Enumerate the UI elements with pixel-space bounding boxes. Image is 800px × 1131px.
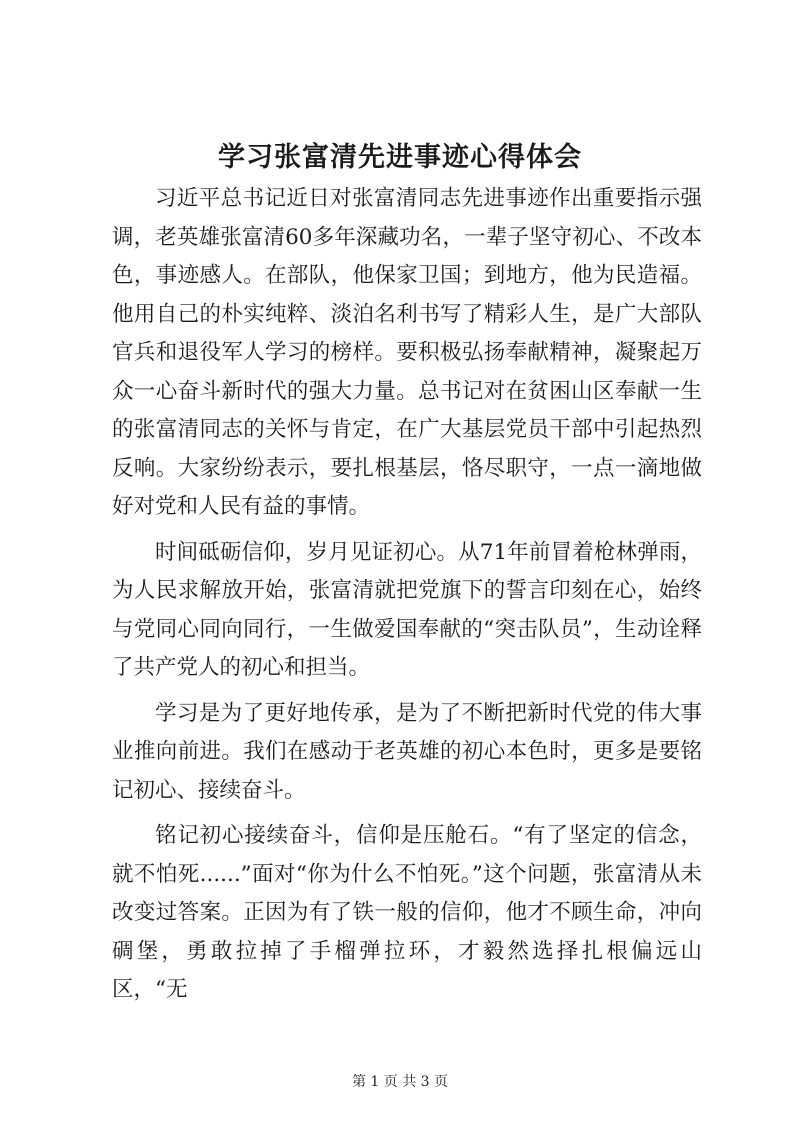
document-title: 学习张富清先进事迹心得体会 — [218, 142, 582, 173]
paragraph-1: 习近平总书记近日对张富清同志先进事迹作出重要指示强调，老英雄张富清60多年深藏功名，一辈子坚守初心、不改本色，事迹感人。在部队，他保家卫国；到地方，他为民造福。他用自己的朴实纯粹、淡泊名利书写了精彩人生，是广大部队官兵和退役军人学习的榜样。要积极弘扬奉献精神，凝聚起万众一心奋斗新时代的强大力量。总书记对在贫困山区奉献一生的张富清同志的关怀与肯定，在广大基层党员干部中引起热烈反响。大家纷纷表示，要扎根基层，恪尽职守，一点一滴地做好对党和人民有益的事情。 — [112, 186, 702, 519]
page-number-footer: 第 1 页 共 3 页 — [351, 1074, 449, 1090]
paragraph-3: 学习是为了更好地传承，是为了不断把新时代党的伟大事业推向前进。我们在感动于老英雄的初心本色时，更多是要铭记初心、接续奋斗。 — [112, 700, 702, 803]
paragraph-4: 铭记初心接续奋斗，信仰是压舱石。“有了坚定的信念，就不怕死......”面对“你为什么不怕死。”这个问题，张富清从未改变过答案。正因为有了铁一般的信仰，他才不顾生命，冲向碉堡，勇敢拉掉了手榴弹拉环，才毅然选择扎根偏远山区，“无 — [112, 823, 702, 1002]
paragraph-2: 时间砥砺信仰，岁月见证初心。从71年前冒着枪林弹雨，为人民求解放开始，张富清就把党旗下的誓言印刻在心，始终与党同心同向同行，一生做爱国奉献的“突击队员”，生动诠释了共产党人的初心和担当。 — [112, 539, 702, 680]
document-body — [112, 180, 702, 1017]
